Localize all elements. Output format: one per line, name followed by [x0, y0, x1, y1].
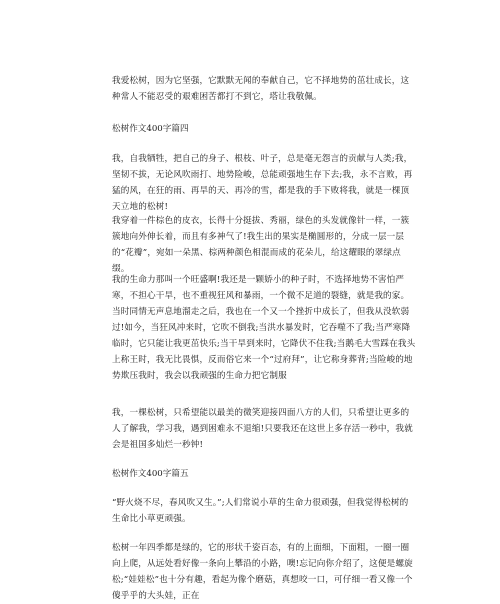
- paragraph-hope: 我，一棵松树，只希望能以最美的微笑迎接四面八方的人们，只希望让更多的人了解我，学习我，遇到困难永不退缩!只要我还在这世上多存活一秒中，我就会是祖国多灿烂一秒钟!: [112, 408, 413, 450]
- paragraph-self-sacrifice: 我，自我牺牲，把自己的身子、根枝、叶子，总是毫无怨言的贡献与人类;我，坚韧不拔，无论风吹雨打、地势险峻，总能顽强地生存下去;我，永不言败，再猛的风，在狂的雨、再旱的天、再冷的雪，都是我的手下败将我，就是一棵顶天立地的松树!: [112, 154, 413, 212]
- paragraph-vitality: 我的生命力那叫一个旺盛啊!我还是一颗娇小的种子时，不选择地势不害怕严寒，不担心干旱，也不重视狂风和暴雨，一个微不足道的裂缝，就是我的家。当时同情无声息地溜走之后，我也在一个又一个挫折中成长了，但我从没软弱过!如今，当狂风冲来时，它吹不倒我;当洪水暴发时，它吞噬不了我;当严寒降临时，它只能让我更茁快乐;当干旱到来时，它降伏不住我;当鹅毛大雪踩在我头上称王时，我无比畏惧，反而俗它来一个“过府拜”，让它称身葬背;当险峻的地势欺压我时，我会以我顽强的生命力把它制服: [112, 275, 416, 381]
- paragraph-pine-shapes: 松树一年四季都是绿的，它的形状千姿百态，有的上面细，下面粗，一圈一圈向上爬，从远处看好像一条向上攀沿的小路，噢!忘记向你介绍了，这便是螺旋松;“娃娃松”也十分有趣，看起为像个磨菇，真想咬一口，可仔细一看又像一个傻乎乎的大头娃，正在: [112, 543, 413, 601]
- section-heading-part-five: 松树作文400字篇五: [112, 469, 189, 479]
- section-heading-part-four: 松树作文400字篇四: [112, 124, 189, 134]
- paragraph-pine-admiration: 我爱松树，因为它坚强，它默默无闻的奉献自己，它不择地势的茁壮成长，这种常人不能忍受的艰难困苦都打不到它，塔让我敬佩。: [112, 76, 410, 102]
- paragraph-wildfire-quote: “野火烧不尽，春风吹又生。”;人们常说小草的生命力很顽强，但我觉得松树的生命比小草更顽强。: [112, 498, 409, 524]
- paragraph-appearance: 我穿着一件棕色的皮衣，长得十分挺拔、秀丽，绿色的头发就像针一样，一簇簇地向外伸长着，而且有多神气了!我生出的果实是椭圆形的，分成一层一层的“花瓣”，宛如一朵黑、棕两种颜色相混而成的花朵儿，给这耀眼的翠绿点缀。: [112, 216, 410, 274]
